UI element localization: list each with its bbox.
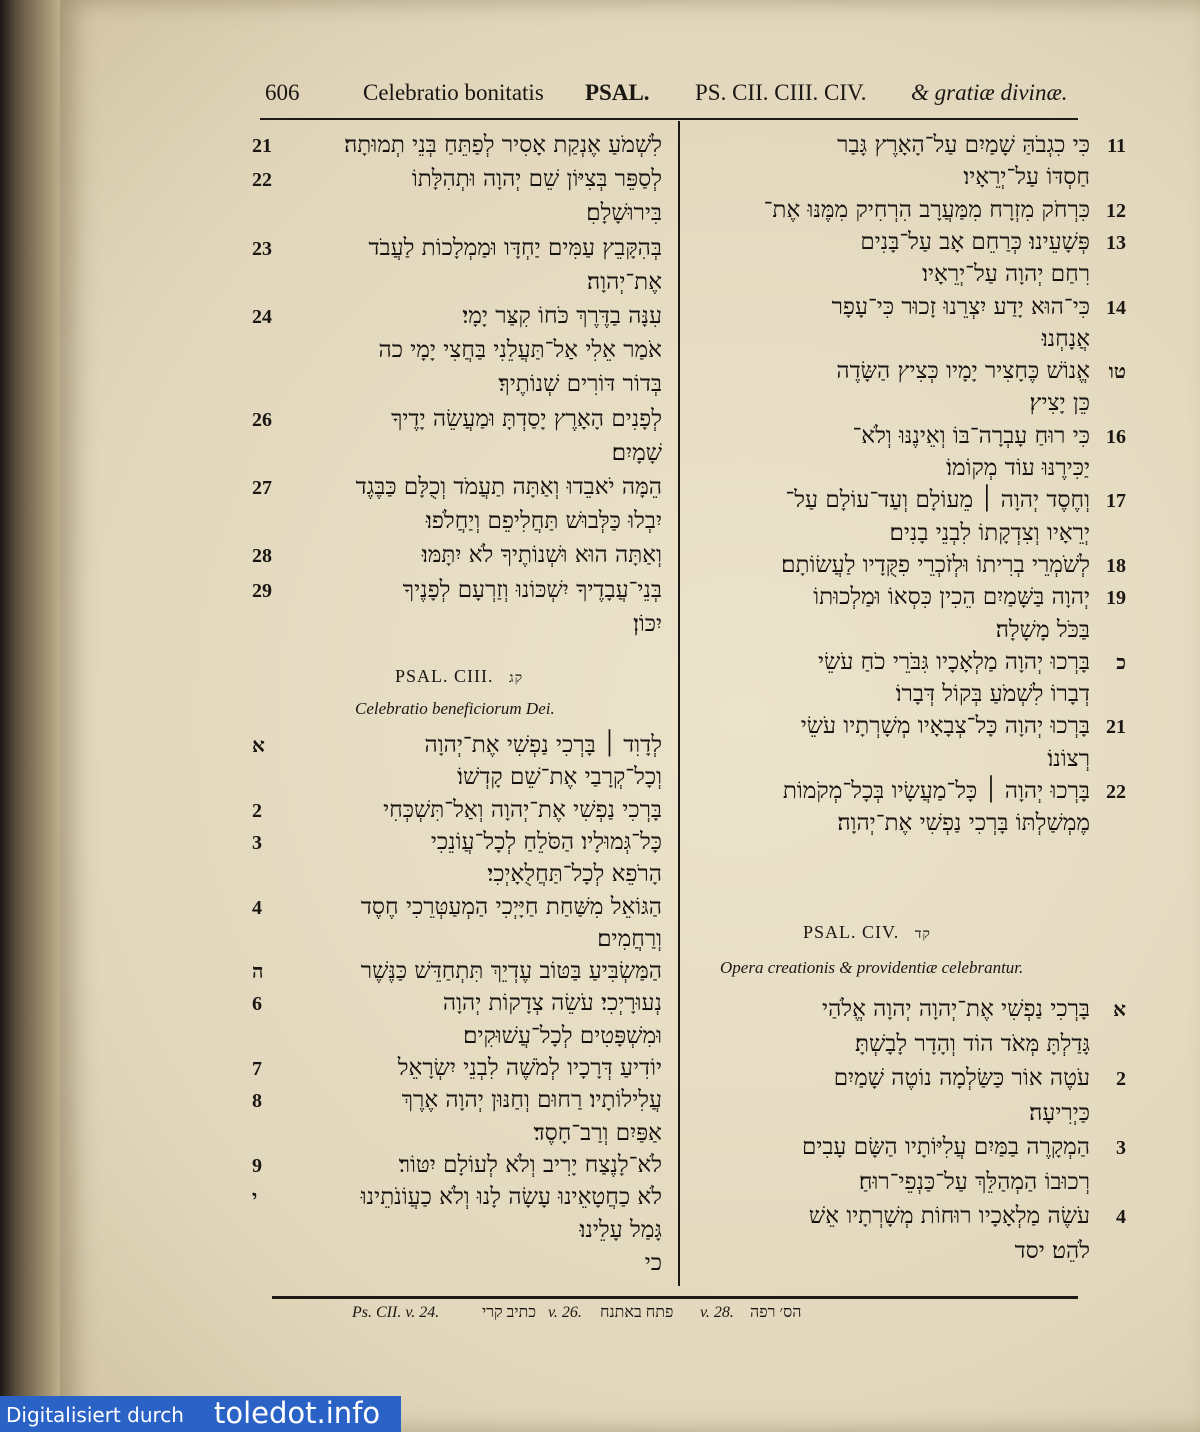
verse-line: עֹטֶה אוֹר כַּשַּׂלְמָה נוֹטֶה שָׁמַיִם xyxy=(833,1065,1090,1091)
verse-line: לֹא כַחֲטָאֵינוּ עָשָׂה לָנוּ וְלֹא כַעֲוֹנֹתֵינוּ xyxy=(360,1184,662,1211)
footnote-rule xyxy=(272,1296,1078,1299)
verse-number: 28 xyxy=(252,545,272,568)
verse-line: לֹהֵט׃ יסד xyxy=(1014,1237,1090,1264)
right-column xyxy=(688,128,1130,1288)
verse-line: רְצוֹנוֹ׃ xyxy=(1047,745,1090,772)
verse-number: 29 xyxy=(252,579,272,602)
header-left-title: Celebratio bonitatis xyxy=(363,80,544,105)
verse-number: 24 xyxy=(252,306,272,328)
verse-number: 2 xyxy=(1116,1068,1126,1090)
verse-line: אֹמַר אֵלִי אַל־תַּעֲלֵנִי בַּחֲצִי יָמָי כה xyxy=(378,337,662,364)
verse-line: נְעוּרָיְכִי׃ עֹשֵׂה צְדָקוֹת יְהוָה xyxy=(442,990,662,1017)
page-number: 606 xyxy=(265,80,300,105)
verse-line: הַגּוֹאֵל מִשַּׁחַת חַיָּיְכִי הַמְעַטְּרֵכִי חֶסֶד xyxy=(360,893,662,920)
verse-number: 22 xyxy=(1106,781,1126,803)
verse-line: הֵמָּה יֹאבֵדוּ וְאַתָּה תַעֲמֹד וְכֻלָּם כַּבֶּגֶד xyxy=(355,474,662,500)
verse-line: עִנָּה בַדֶּרֶךְ כֹּחוֹ קִצַּר יָמָי׃ xyxy=(462,303,662,329)
verse-line: לֹא־לָנֶצַח יָרִיב וְלֹא לְעוֹלָם יִטּוֹר׃ xyxy=(398,1151,662,1178)
footnote-ref2-hebrew: פתח באתנח xyxy=(600,1304,674,1321)
verse-number: טו xyxy=(1108,361,1126,384)
psalm103-title xyxy=(395,666,523,687)
verse-line: כִּי כִגְבֹהַּ שָׁמַיִם עַל־הָאָרֶץ גָּבַר xyxy=(837,132,1090,158)
verse-line: כִּי רוּחַ עָבְרָה־בּוֹ וְאֵינֶנּוּ וְלֹא־ xyxy=(852,422,1090,449)
verse-line: בַּכֹּל מָשָׁלָה׃ xyxy=(995,616,1090,643)
verse-line: הַמְקָרֶה בַמַּיִם עֲלִיּוֹתָיו הַשָּׂם עָבִים xyxy=(801,1134,1090,1160)
verse-line: מֶמְשַׁלְתּוֹ בָּרְכִי נַפְשִׁי אֶת־יְהוָה׃ xyxy=(837,810,1090,837)
watermark-brand: toledot.info xyxy=(214,1396,381,1430)
footnote-ref1-hebrew: כתיב קרי xyxy=(482,1304,537,1321)
verse-line: כֵּן יָצִיץ׃ xyxy=(1029,390,1090,417)
verse-line: אֶת־יְהוָה׃ xyxy=(586,268,662,295)
footnote-ref3-hebrew: הס׳ רפה xyxy=(750,1304,802,1321)
verse-line: בְּדוֹר דּוֹרִים שְׁנוֹתֶיךָ׃ xyxy=(498,371,662,398)
verse-line: בָּרְכִי נַפְשִׁי אֶת־יְהוָה וְאַל־תִּשְׁכְּחִי xyxy=(383,796,662,823)
footnote-ref3: v. 28. xyxy=(700,1304,734,1321)
verse-line: וּמִשְׁפָּטִים לְכָל־עֲשׁוּקִים׃ xyxy=(463,1022,662,1049)
verse-line: בָּרְכִי נַפְשִׁי אֶת־יְהוָה יְהוָה אֱלֹהַי xyxy=(822,996,1090,1022)
verse-line: בְּנֵי־עֲבָדֶיךָ יִשְׁכּוֹנוּ וְזַרְעָם לְפָנֶיךָ xyxy=(402,576,662,603)
verse-number: 17 xyxy=(1106,490,1126,513)
verse-line: עֹשֶׂה מַלְאָכָיו רוּחוֹת מְשָׁרְתָיו אֵשׁ xyxy=(808,1203,1090,1229)
verse-number: 27 xyxy=(252,477,272,499)
verse-line: לְפָנִים הָאָרֶץ יָסַדְתָּ וּמַעֲשֵׂה יָדֶיךָ xyxy=(391,405,662,432)
psalm104-subtitle: Opera creationis & providentiæ celebrantur. xyxy=(720,958,1024,977)
verse-number: 9 xyxy=(252,1154,262,1177)
verse-line: בְּהִקָּבֵץ עַמִּים יַחְדָּו וּמַמְלָכוֹת לַעֲבֹד xyxy=(368,234,662,261)
psalm104-title-hebrew: קד xyxy=(914,926,931,942)
verse-number: א xyxy=(252,735,265,757)
verse-number: 12 xyxy=(1106,199,1126,222)
psalm104-title-latin: PSAL. CIV. xyxy=(803,922,900,942)
verse-number: 21 xyxy=(252,135,272,157)
verse-line: רִחַם יְהוָה עַל־יְרֵאָיו׃ xyxy=(922,261,1090,288)
verse-number: 2 xyxy=(252,799,262,822)
verse-line: גָּדַלְתָּ מְּאֹד הוֹד וְהָדָר לָבָשְׁתָּ׃ xyxy=(855,1030,1090,1057)
digitization-watermark xyxy=(0,1396,401,1432)
verse-number: 4 xyxy=(252,896,262,919)
verse-line: לְשֹׁמְרֵי בְרִיתוֹ וּלְזֹכְרֵי פִקֻּדָיו לַעֲשׂוֹתָם׃ xyxy=(781,551,1090,578)
header-rule xyxy=(260,118,1078,120)
verse-line: כִּי־הוּא יָדַע יִצְרֵנוּ זָכוּר כִּי־עָפָר xyxy=(831,293,1090,320)
verse-number: 13 xyxy=(1106,231,1126,254)
psalm104-title xyxy=(803,922,931,943)
header-right-title: & gratiæ divinæ. xyxy=(911,80,1068,105)
verse-line: לְסַפֵּר בְּצִיּוֹן שֵׁם יְהוָה וּתְהִלָּתוֹ xyxy=(411,166,662,193)
verse-line: וְרַחֲמִים׃ xyxy=(597,925,662,952)
verse-number: 8 xyxy=(252,1090,262,1113)
verse-line: יְרֵאָיו וְצִדְקָתוֹ לִבְנֵי בָנִים׃ xyxy=(889,519,1090,546)
verse-number: 11 xyxy=(1107,135,1126,157)
header-right-ref: PS. CII. CIII. CIV. xyxy=(695,80,867,105)
footnote-ref1: Ps. CII. v. 24. xyxy=(352,1304,440,1321)
verse-line: יְהוָה בַּשָּׁמַיִם הֵכִין כִּסְאוֹ וּמַלְכוּתוֹ xyxy=(813,584,1090,611)
watermark-prefix: Digitalisiert durch xyxy=(6,1403,184,1427)
verse-line: דְבָרוֹ לִשְׁמֹעַ בְּקוֹל דְּבָרוֹ׃ xyxy=(895,681,1090,708)
verse-number: 23 xyxy=(252,237,272,260)
header-left-book: PSAL. xyxy=(585,80,650,105)
psalm103-subtitle: Celebratio beneficiorum Dei. xyxy=(355,699,555,718)
verse-number: 19 xyxy=(1106,587,1126,610)
verse-line: כִּרְחֹק מִזְרָח מִמַּעֲרָב הִרְחִיק מִמֶּנּוּ אֶת־ xyxy=(763,196,1090,223)
verse-number: כ xyxy=(1116,651,1126,674)
verse-number: 22 xyxy=(252,169,272,192)
verse-number: 26 xyxy=(252,408,272,431)
verse-line: בָּרְכוּ יְהוָה ׀ כָּל־מַעֲשָׂיו בְּכָל־מְקֹמוֹת xyxy=(782,778,1090,804)
footnote-ref2: v. 26. xyxy=(548,1304,582,1321)
psalm103-title-hebrew: קג xyxy=(509,670,524,686)
verse-number: 16 xyxy=(1106,425,1126,448)
catchword: כי xyxy=(644,1250,662,1276)
verse-number: 6 xyxy=(252,993,262,1016)
verse-line: בָּרְכוּ יְהוָה מַלְאָכָיו גִּבֹּרֵי כֹחַ עֹשֵׂי xyxy=(818,648,1090,675)
verse-line: רְכוּבוֹ הַמְהַלֵּךְ עַל־כַּנְפֵי־רוּחַ׃ xyxy=(858,1168,1090,1195)
verse-line: יַכִּירֶנּוּ עוֹד מְקוֹמוֹ׃ xyxy=(946,455,1090,481)
verse-line: הָרֹפֵא לְכָל־תַּחֲלֻאָיְכִי׃ xyxy=(487,861,662,888)
verse-number: 3 xyxy=(1116,1137,1126,1159)
verse-number: 21 xyxy=(1106,716,1126,739)
verse-line: אֱנוֹשׁ כֶּחָצִיר יָמָיו כְּצִיץ הַשָּׂדֶה xyxy=(836,358,1090,385)
verse-number: א xyxy=(1113,999,1126,1021)
verse-line: בִּירוּשָׁלָםִ׃ xyxy=(586,200,662,227)
verse-number: 7 xyxy=(252,1058,262,1080)
verse-number: ה xyxy=(252,961,264,984)
psalm103-title-latin: PSAL. CIII. xyxy=(395,666,494,686)
verse-number: 3 xyxy=(252,831,262,854)
verse-line: פְּשָׁעֵינוּ׃ כְּרַחֵם אָב עַל־בָּנִים xyxy=(860,228,1090,255)
verse-number: 18 xyxy=(1106,554,1126,577)
running-header xyxy=(265,80,1075,114)
verse-number: 4 xyxy=(1116,1206,1126,1228)
verse-line: יוֹדִיעַ דְּרָכָיו לְמֹשֶׁה לִבְנֵי יִשְׂרָאֵל xyxy=(397,1055,662,1081)
verse-line: לְדָוִד ׀ בָּרְכִי נַפְשִׁי אֶת־יְהוָה xyxy=(424,732,662,758)
verse-line: יִכּוֹן׃ xyxy=(632,610,662,637)
verse-line: וְחֶסֶד יְהוָה ׀ מֵעוֹלָם וְעַד־עוֹלָם עַל־ xyxy=(785,487,1090,514)
verse-line: כַּיְרִיעָה׃ xyxy=(1029,1099,1090,1126)
verse-line: וְכָל־קְרָבַי אֶת־שֵׁם קָדְשׁוֹ׃ xyxy=(457,764,662,791)
verse-line: יִבְלוּ כַּלְּבוּשׁ תַּחֲלִיפֵם וְיַחֲלֹפוּ׃ xyxy=(426,508,662,535)
verse-line: חַסְדּוֹ עַל־יְרֵאָיו׃ xyxy=(963,164,1090,191)
verse-number: י xyxy=(252,1187,258,1210)
verse-line: כָּל־גְּמוּלָיו׃ הַסֹּלֵחַ לְכָל־עֲוֹנֵכִי xyxy=(430,828,662,855)
verse-line: אֲנָחְנוּ׃ xyxy=(1041,325,1090,352)
verse-line: גָּמַל עָלֵינוּ׃ xyxy=(579,1216,662,1243)
verse-line: הַמַּשְׂבִּיעַ בַּטּוֹב עֶדְיֵךְ תִּתְחַדֵּשׁ כַּנֶּשֶׁר xyxy=(360,958,662,985)
verse-line: בָּרְכוּ יְהוָה כָּל־צְבָאָיו מְשָׁרְתָיו עֹשֵׂי xyxy=(800,713,1090,740)
verse-number: 14 xyxy=(1106,296,1126,319)
verse-line: לִשְׁמֹעַ אֶנְקַת אָסִיר לְפַתֵּחַ בְּנֵי תְמוּתָה׃ xyxy=(344,132,662,158)
verse-line: אַפַּיִם וְרַב־חָסֶד׃ xyxy=(533,1119,662,1146)
column-divider xyxy=(678,121,680,1286)
verse-line: וְאַתָּה הוּא וּשְׁנוֹתֶיךָ לֹא יִתָּמּוּ׃ xyxy=(421,542,662,569)
verse-line: עֲלִילוֹתָיו׃ רַחוּם וְחַנּוּן יְהוָה אֶרֶךְ xyxy=(401,1087,662,1114)
left-column xyxy=(230,128,670,1288)
verse-line: שָׁמָיִם׃ xyxy=(611,439,662,466)
